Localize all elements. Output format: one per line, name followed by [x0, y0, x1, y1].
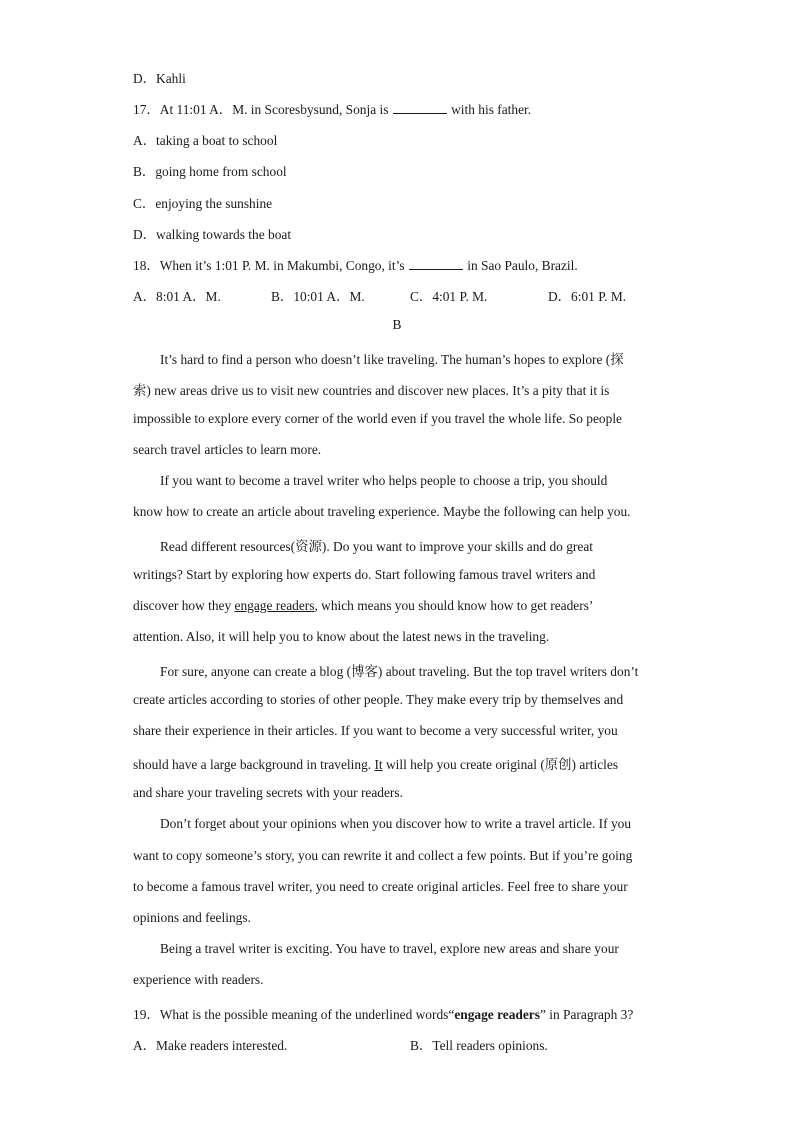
q18-option-d: D．6:01 P. M. [548, 289, 627, 304]
q17-stem-end: with his father. [451, 102, 532, 117]
passage-text: should have a large background in traveling. [133, 757, 375, 772]
q18-option-a: A．8:01 A．M. [133, 289, 221, 304]
passage-line: know how to create an article about traveling experience. Maybe the following can help you. [133, 504, 631, 519]
passage-line [133, 754, 618, 773]
passage-text: will help you create original (原创) articles [382, 757, 619, 772]
passage-line: Don’t forget about your opinions when you discover how to write a travel article. If you [160, 816, 632, 831]
q18-stem-start: 18．When it’s 1:01 P. M. in Makumbi, Congo, it’s [133, 258, 405, 273]
q17-option-d: D．walking towards the boat [133, 227, 292, 242]
q19-option-b: B．Tell readers opinions. [410, 1038, 548, 1053]
q16-option-d: D．Kahli [133, 71, 186, 86]
passage-line: For sure, anyone can create a blog (博客) about traveling. But the top travel writers don’t [160, 664, 639, 679]
passage-line: experience with readers. [133, 972, 264, 987]
passage-line: Read different resources(资源). Do you want to improve your skills and do great [160, 539, 593, 554]
q18-option-c: C．4:01 P. M. [410, 289, 488, 304]
q17-option-a: A．taking a boat to school [133, 133, 278, 148]
q19-stem-bold: engage readers [454, 1007, 540, 1022]
q17-stem [133, 99, 531, 118]
passage-line: It’s hard to find a person who doesn’t like traveling. The human’s hopes to explore (探 [160, 352, 624, 367]
passage-line: to become a famous travel writer, you need to create original articles. Feel free to share your [133, 879, 628, 894]
passage-line [133, 598, 593, 614]
q19-stem [133, 1004, 633, 1023]
passage-line: opinions and feelings. [133, 910, 251, 925]
passage-line: search travel articles to learn more. [133, 442, 322, 457]
q17-option-c: C．enjoying the sunshine [133, 196, 273, 211]
passage-text: , which means you should know how to get readers’ [314, 598, 594, 613]
q18-option-b: B．10:01 A．M. [271, 289, 365, 304]
underlined-word: It [374, 757, 383, 772]
answer-blank [393, 102, 447, 114]
q18-stem-end: in Sao Paulo, Brazil. [467, 258, 578, 273]
passage-line: Being a travel writer is exciting. You have to travel, explore new areas and share your [160, 941, 619, 956]
passage-line: attention. Also, it will help you to know about the latest news in the traveling. [133, 629, 550, 644]
q17-option-b: B．going home from school [133, 164, 287, 179]
q19-stem-end: ” in Paragraph 3? [539, 1007, 634, 1022]
passage-line: want to copy someone’s story, you can rewrite it and collect a few points. But if you’re going [133, 848, 633, 863]
q18-stem [133, 255, 578, 274]
q17-stem-start: 17．At 11:01 A．M. in Scoresbysund, Sonja is [133, 102, 389, 117]
passage-line: If you want to become a travel writer who helps people to choose a trip, you should [160, 473, 608, 488]
section-heading: B [392, 317, 402, 332]
passage-line: impossible to explore every corner of the world even if you travel the whole life. So people [133, 411, 622, 426]
passage-line: 索) new areas drive us to visit new countries and discover new places. It’s a pity that it is [133, 383, 610, 398]
underlined-phrase: engage readers [234, 598, 315, 613]
passage-text: discover how they [133, 598, 235, 613]
passage-line: create articles according to stories of other people. They make every trip by themselves and [133, 692, 624, 707]
passage-line: share their experience in their articles. If you want to become a very successful writer, you [133, 723, 618, 738]
q19-stem-start: 19．What is the possible meaning of the underlined words“ [133, 1007, 455, 1022]
answer-blank [409, 258, 463, 270]
passage-line: writings? Start by exploring how experts do. Start following famous travel writers and [133, 567, 596, 582]
passage-line: and share your traveling secrets with your readers. [133, 785, 403, 800]
q19-option-a: A．Make readers interested. [133, 1038, 288, 1053]
